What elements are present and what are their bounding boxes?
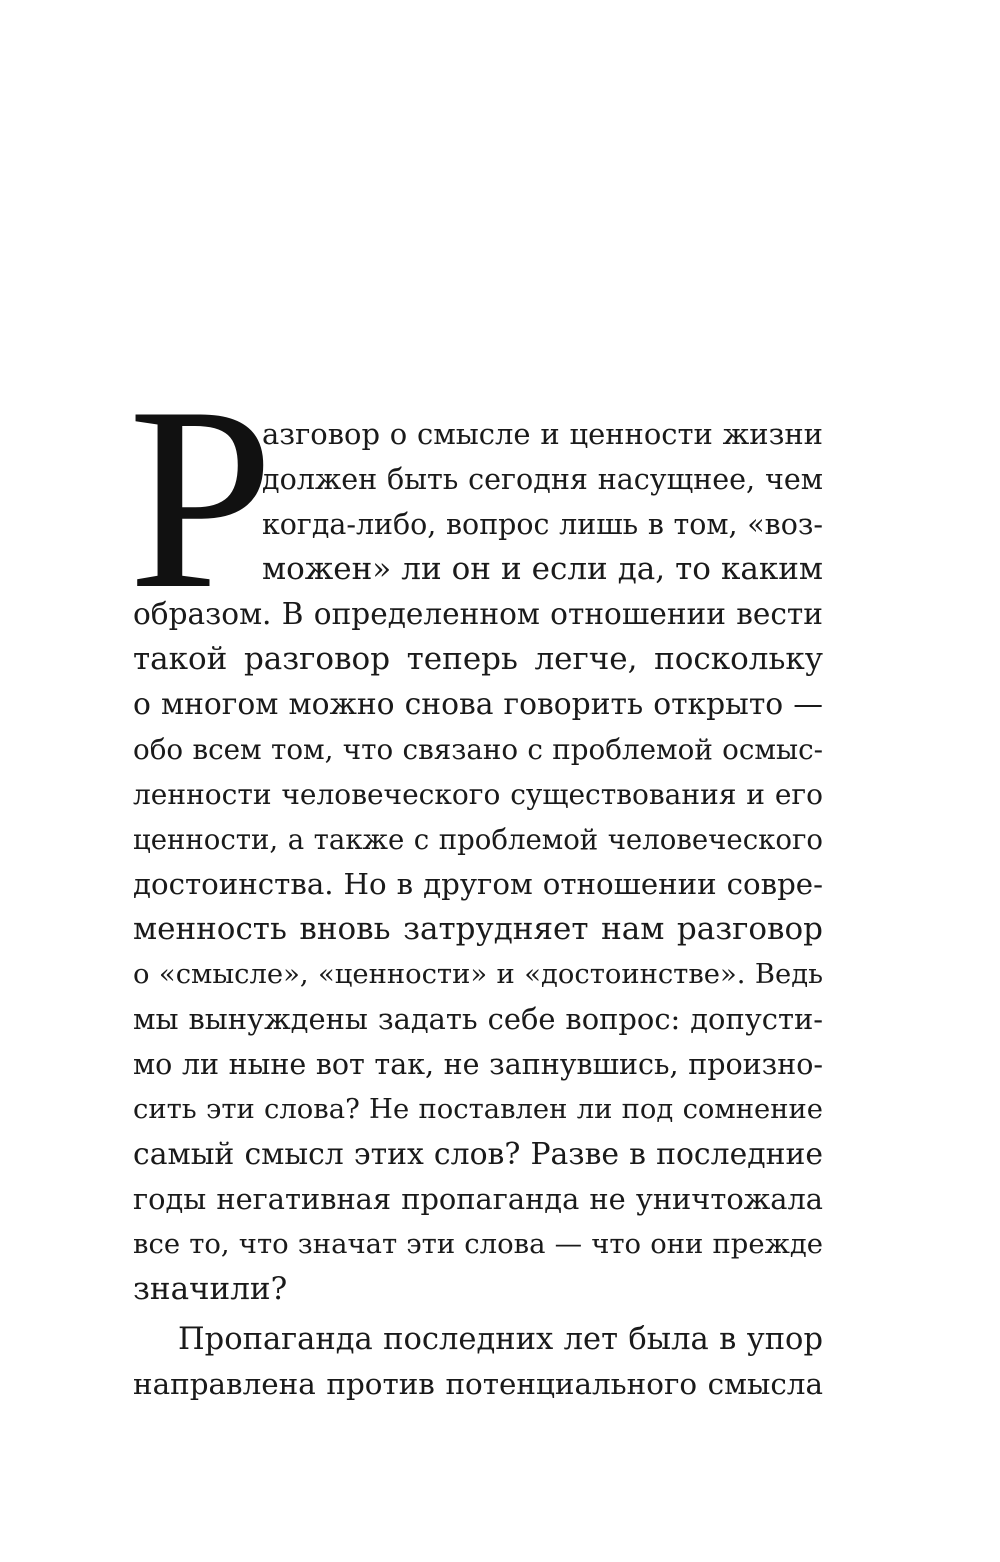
text-line: обо всем том, что связано с проблемой осмыс- (133, 733, 823, 766)
text-line: менность вновь затрудняет нам разговор (133, 911, 823, 947)
text-line: годы негативная пропаганда не уничтожала (133, 1182, 823, 1216)
text-line: азговор о смысле и ценности жизни (262, 417, 823, 451)
text-line: когда-либо, вопрос лишь в том, «воз- (262, 508, 823, 541)
text-line: самый смысл этих слов? Разве в последние (133, 1137, 823, 1172)
text-line: образом. В определенном отношении вести (133, 597, 823, 631)
text-line: такой разговор теперь легче, поскольку (133, 641, 823, 677)
text-line: должен быть сегодня насущнее, чем (262, 462, 823, 496)
text-line: о многом можно снова говорить открыто — (133, 687, 823, 722)
text-line: о «смысле», «ценности» и «достоинстве». Ведь (133, 959, 823, 990)
text-line: сить эти слова? Не поставлен ли под сомнение (133, 1094, 823, 1125)
text-line: ценности, а также с проблемой человеческого (133, 823, 823, 856)
text-line: направлена против потенциального смысла (133, 1367, 823, 1401)
text-line: достоинства. Но в другом отношении совре- (133, 867, 823, 901)
text-line: значили? (133, 1271, 288, 1307)
text-line: ленности человеческого существования и его (133, 778, 823, 811)
drop-cap-letter: Р (128, 353, 274, 643)
text-line: Пропаганда последних лет была в упор (178, 1322, 823, 1357)
text-line: мо ли ныне вот так, не запнувшись, произно- (133, 1048, 823, 1081)
text-line: все то, что значат эти слова — что они прежде (133, 1229, 823, 1260)
text-line: мы вынуждены задать себе вопрос: допусти- (133, 1002, 823, 1036)
text-line: можен» ли он и если да, то каким (262, 551, 823, 587)
